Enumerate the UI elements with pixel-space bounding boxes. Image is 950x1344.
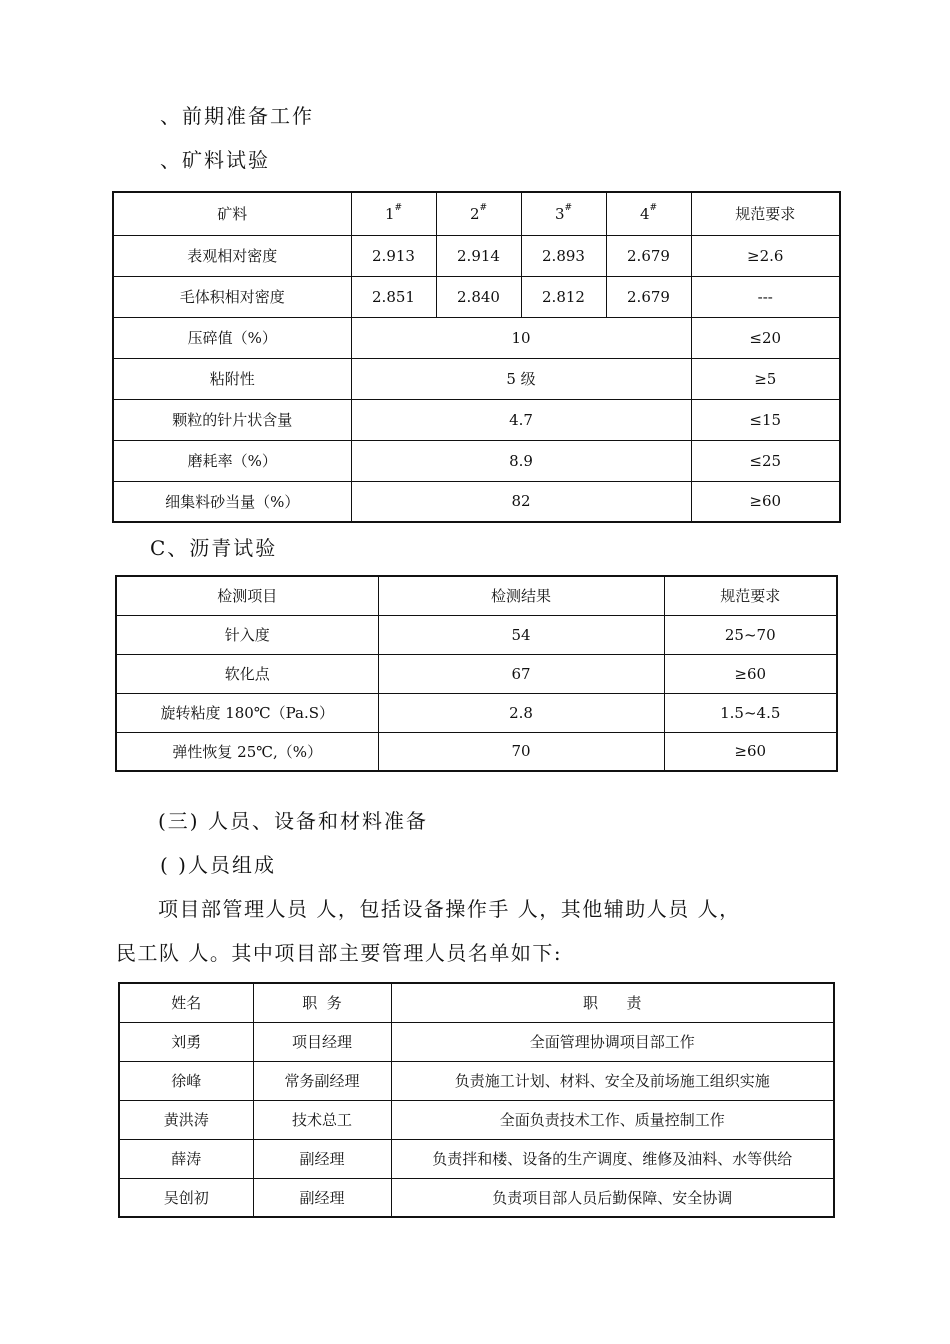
row-label: 颗粒的针片状含量 — [113, 399, 351, 440]
value-cell: 2.840 — [436, 276, 521, 317]
value-cell: 2.679 — [606, 276, 691, 317]
value-cell: 2.851 — [351, 276, 436, 317]
value-cell: 5 级 — [351, 358, 691, 399]
table-row — [113, 440, 840, 481]
value-cell: 2.914 — [436, 235, 521, 276]
staff-name: 吴创初 — [119, 1178, 253, 1217]
staff-table — [118, 982, 835, 1218]
table-row — [119, 1100, 834, 1139]
heading-asphalt-test: C、沥青试验 — [150, 536, 278, 560]
table-row — [119, 1178, 834, 1217]
spec-cell: ≤15 — [691, 399, 840, 440]
staff-name: 薛涛 — [119, 1139, 253, 1178]
staff-position: 常务副经理 — [253, 1061, 391, 1100]
heading-mineral-test: 、矿料试验 — [160, 148, 270, 172]
table-header-row — [113, 192, 840, 235]
table-row — [116, 693, 837, 732]
staff-duty: 负责项目部人员后勤保障、安全协调 — [391, 1178, 834, 1217]
table-row — [119, 1061, 834, 1100]
mineral-test-table — [112, 191, 841, 523]
row-label: 粘附性 — [113, 358, 351, 399]
spec-cell: ≤25 — [691, 440, 840, 481]
header-cell: 职 责 — [391, 983, 834, 1022]
staff-name: 黄洪涛 — [119, 1100, 253, 1139]
table-row — [116, 615, 837, 654]
spec-cell: --- — [691, 276, 840, 317]
staff-duty: 全面负责技术工作、质量控制工作 — [391, 1100, 834, 1139]
table-row — [113, 276, 840, 317]
table-row — [119, 1022, 834, 1061]
value-cell: 67 — [378, 654, 664, 693]
table-row — [113, 399, 840, 440]
header-cell: 检测项目 — [116, 576, 378, 615]
value-cell: 10 — [351, 317, 691, 358]
value-cell: 4.7 — [351, 399, 691, 440]
value-cell: 2.913 — [351, 235, 436, 276]
table-row — [113, 358, 840, 399]
table-row — [113, 481, 840, 522]
paragraph-line-2: 民工队 人。其中项目部主要管理人员名单如下: — [116, 941, 563, 965]
row-label: 表观相对密度 — [113, 235, 351, 276]
value-cell: 2.893 — [521, 235, 606, 276]
spec-cell: ≥60 — [691, 481, 840, 522]
header-cell: 规范要求 — [664, 576, 837, 615]
row-label: 磨耗率（%） — [113, 440, 351, 481]
table-row — [113, 235, 840, 276]
table-row — [119, 1139, 834, 1178]
spec-cell: ≤20 — [691, 317, 840, 358]
value-cell: 2.679 — [606, 235, 691, 276]
value-cell: 2.8 — [378, 693, 664, 732]
row-label: 压碎值（%） — [113, 317, 351, 358]
staff-position: 技术总工 — [253, 1100, 391, 1139]
value-cell: 8.9 — [351, 440, 691, 481]
header-cell: 矿料 — [113, 192, 351, 235]
row-label: 弹性恢复 25℃,（%） — [116, 732, 378, 771]
staff-name: 徐峰 — [119, 1061, 253, 1100]
spec-cell: ≥60 — [664, 732, 837, 771]
heading-prep-work: 、前期准备工作 — [160, 104, 314, 128]
asphalt-test-table — [115, 575, 838, 772]
staff-duty: 负责拌和楼、设备的生产调度、维修及油料、水等供给 — [391, 1139, 834, 1178]
staff-duty: 全面管理协调项目部工作 — [391, 1022, 834, 1061]
header-cell: 1# — [351, 192, 436, 235]
table-header-row — [119, 983, 834, 1022]
row-label: 毛体积相对密度 — [113, 276, 351, 317]
spec-cell: ≥2.6 — [691, 235, 840, 276]
spec-cell: 1.5~4.5 — [664, 693, 837, 732]
row-label: 旋转粘度 180℃（Pa.S） — [116, 693, 378, 732]
spec-cell: ≥60 — [664, 654, 837, 693]
table-header-row — [116, 576, 837, 615]
header-cell: 姓名 — [119, 983, 253, 1022]
row-label: 软化点 — [116, 654, 378, 693]
table-row — [116, 732, 837, 771]
spec-cell: ≥5 — [691, 358, 840, 399]
spec-cell: 25~70 — [664, 615, 837, 654]
staff-duty: 负责施工计划、材料、安全及前场施工组织实施 — [391, 1061, 834, 1100]
header-cell: 规范要求 — [691, 192, 840, 235]
header-cell: 2# — [436, 192, 521, 235]
row-label: 细集料砂当量（%） — [113, 481, 351, 522]
value-cell: 2.812 — [521, 276, 606, 317]
row-label: 针入度 — [116, 615, 378, 654]
value-cell: 54 — [378, 615, 664, 654]
table-row — [113, 317, 840, 358]
header-cell: 4# — [606, 192, 691, 235]
header-cell: 检测结果 — [378, 576, 664, 615]
table-row — [116, 654, 837, 693]
staff-position: 副经理 — [253, 1139, 391, 1178]
heading-section-3: (三) 人员、设备和材料准备 — [158, 809, 428, 833]
header-cell: 3# — [521, 192, 606, 235]
staff-position: 副经理 — [253, 1178, 391, 1217]
value-cell: 82 — [351, 481, 691, 522]
paragraph-line-1: 项目部管理人员 人，包括设备操作手 人，其他辅助人员 人， — [158, 897, 741, 921]
staff-position: 项目经理 — [253, 1022, 391, 1061]
header-cell: 职 务 — [253, 983, 391, 1022]
staff-name: 刘勇 — [119, 1022, 253, 1061]
value-cell: 70 — [378, 732, 664, 771]
heading-personnel: ( )人员组成 — [160, 853, 276, 877]
